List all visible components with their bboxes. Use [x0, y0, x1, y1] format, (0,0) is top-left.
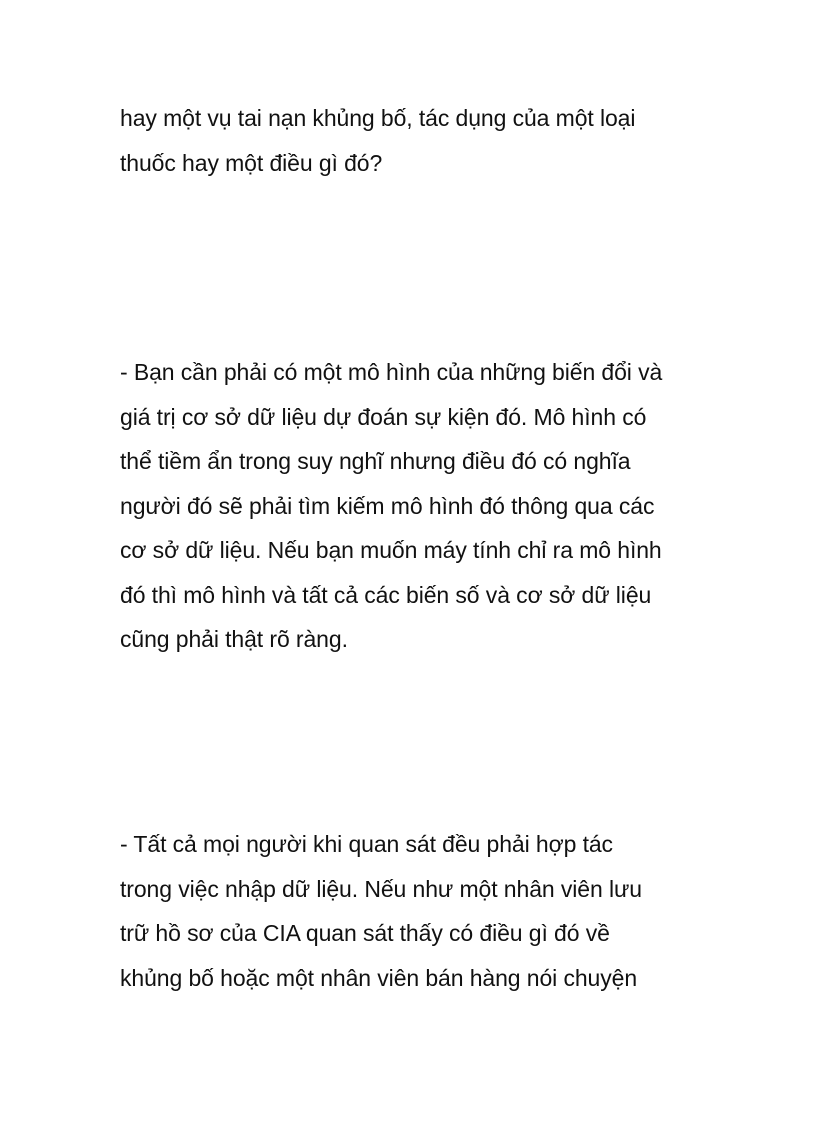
paragraph-line: khủng bố hoặc một nhân viên bán hàng nói chuyện: [120, 964, 638, 991]
paragraph-line: trong việc nhập dữ liệu. Nếu như một nhân viên lưu: [120, 875, 642, 902]
paragraph-line: - Bạn cần phải có một mô hình của những biến đổi và: [120, 359, 663, 385]
paragraph-line: cũng phải thật rõ ràng.: [120, 626, 348, 652]
paragraph-line: đó thì mô hình và tất cả các biến số và cơ sở dữ liệu: [120, 581, 652, 608]
paragraph-line: người đó sẽ phải tìm kiếm mô hình đó thông qua các: [120, 492, 655, 519]
paragraph-2: [120, 350, 720, 662]
paragraph-1: [120, 96, 720, 185]
paragraph-line: thể tiềm ẩn trong suy nghĩ nhưng điều đó có nghĩa: [120, 448, 631, 474]
paragraph-line: trữ hồ sơ của CIA quan sát thấy có điều gì đó về: [120, 920, 610, 946]
paragraph-line: hay một vụ tai nạn khủng bố, tác dụng của một loại: [120, 105, 636, 131]
paragraph-line: cơ sở dữ liệu. Nếu bạn muốn máy tính chỉ ra mô hình: [120, 537, 662, 563]
paragraph-3: [120, 822, 720, 1000]
paragraph-line: thuốc hay một điều gì đó?: [120, 149, 383, 176]
paragraph-line: - Tất cả mọi người khi quan sát đều phải hợp tác: [120, 831, 613, 857]
paragraph-line: giá trị cơ sở dữ liệu dự đoán sự kiện đó. Mô hình có: [120, 403, 647, 430]
